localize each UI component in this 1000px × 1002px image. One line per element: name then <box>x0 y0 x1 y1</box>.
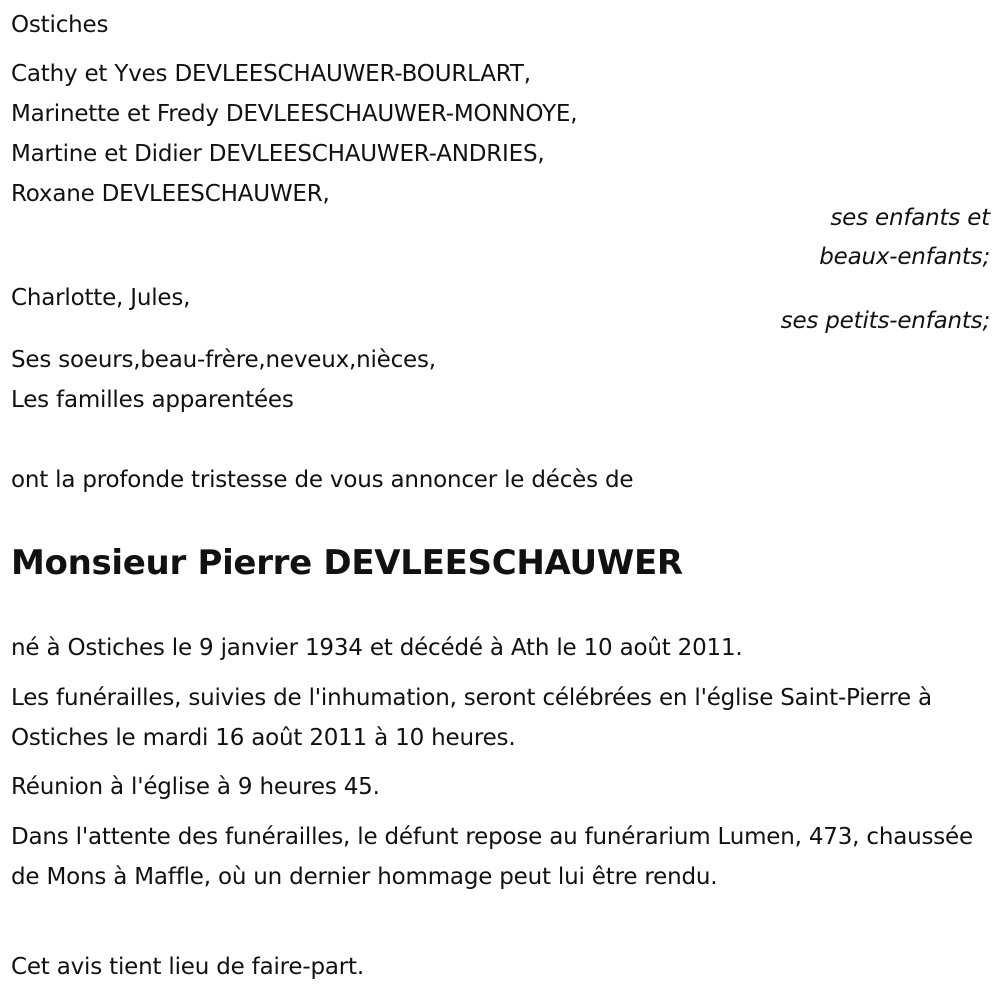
family-child-line: Martine et Didier DEVLEESCHAUWER-ANDRIES, <box>11 141 545 167</box>
visitation-info: Dans l'attente des funérailles, le défunt repose au funérarium Lumen, 473, chaussée de Mons à Maffle, où un dernier hommage peut lui être rendu. <box>11 824 973 890</box>
meeting-info: Réunion à l'église à 9 heures 45. <box>11 774 380 800</box>
children-role-label: ses enfants et <box>830 205 990 231</box>
relatives-line: Les familles apparentées <box>11 387 294 413</box>
deceased-name: Monsieur Pierre DEVLEESCHAUWER <box>11 543 683 583</box>
children-role-label: beaux-enfants; <box>819 244 990 270</box>
family-child-line: Cathy et Yves DEVLEESCHAUWER-BOURLART, <box>11 61 531 87</box>
funeral-info: Les funérailles, suivies de l'inhumation, seront célébrées en l'église Saint-Pierre à Ostiches le mardi 16 août 2011 à 10 heures. <box>11 685 932 751</box>
birth-death-info: né à Ostiches le 9 janvier 1934 et décédé à Ath le 10 août 2011. <box>11 635 743 661</box>
announcement-intro: ont la profonde tristesse de vous annoncer le décès de <box>11 467 634 493</box>
family-child-line: Roxane DEVLEESCHAUWER, <box>11 181 330 207</box>
closing-note: Cet avis tient lieu de faire-part. <box>11 954 364 980</box>
grandchildren-line: Charlotte, Jules, <box>11 285 191 311</box>
location-heading: Ostiches <box>11 12 109 38</box>
family-child-line: Marinette et Fredy DEVLEESCHAUWER-MONNOYE, <box>11 101 578 127</box>
relatives-line: Ses soeurs,beau-frère,neveux,nièces, <box>11 347 436 373</box>
grandchildren-role-label: ses petits-enfants; <box>780 308 990 334</box>
